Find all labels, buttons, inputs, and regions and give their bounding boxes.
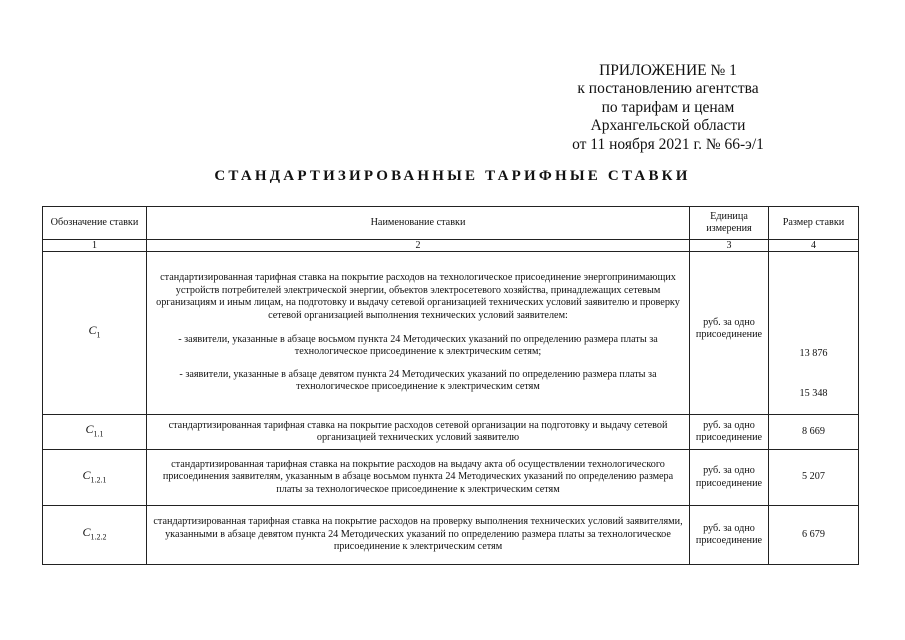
appendix-line: по тарифам и ценам	[601, 98, 735, 116]
column-number: 4	[769, 240, 859, 252]
rate-value: 15 348	[799, 388, 828, 399]
rate-value: 13 876	[799, 348, 828, 359]
appendix-line: Архангельской области	[590, 117, 746, 135]
rate-name-item: - заявители, указанные в абзаце восьмом пункта 24 Методических указаний по определению размера платы за технологическое присоединение к электрическим сетям;	[178, 334, 658, 358]
rate-name-item: - заявители, указанные в абзаце девятом пункта 24 Методических указаний по определению размера платы за технологическое присоединение к электрическим сетям	[179, 368, 657, 393]
rate-name: стандартизированная тарифная ставка на покрытие расходов на выдачу акта об осуществлении технологического присоединения заявителям, указанным в абзаце восьмом пункта 24 Методических указаний по определению размера платы за технологическое присоединение к электрическим сетям	[147, 450, 690, 506]
rate-unit: руб. за одно присоединение	[690, 506, 769, 565]
rate-symbol: $C_{1.2.1}$	[43, 450, 147, 506]
rate-value: 5 207	[769, 450, 859, 506]
rate-value: 8 669	[769, 415, 859, 450]
column-number: 3	[690, 240, 769, 252]
column-number-row	[43, 240, 859, 252]
table-row	[43, 506, 859, 565]
rate-unit: руб. за одно присоединение	[690, 415, 769, 450]
column-number: 1	[43, 240, 147, 252]
rate-value: 6 679	[769, 506, 859, 565]
table-row	[43, 450, 859, 506]
header-unit: Единица измерения	[690, 207, 769, 240]
table-row	[43, 415, 859, 450]
table-row	[43, 252, 859, 415]
rate-symbol: $C_{1.1}$	[43, 415, 147, 450]
document-title: СТАНДАРТИЗИРОВАННЫЕ ТАРИФНЫЕ СТАВКИ	[214, 168, 691, 184]
rate-name	[147, 252, 690, 415]
appendix-line: к постановлению агентства	[577, 80, 759, 98]
column-number: 2	[147, 240, 690, 252]
rate-symbol: $C_1$	[43, 252, 147, 415]
rate-name: стандартизированная тарифная ставка на покрытие расходов на проверку выполнения технических условий заявителями, указанными в абзаце девятом пункта 24 Методических указаний по определению размера платы за технологическое присоединение к электрическим сетям	[147, 506, 690, 565]
rate-name-intro: стандартизированная тарифная ставка на покрытие расходов на технологическое присоединение энергопринимающих устройств потребителей электрической энергии, объектов электросетевого хозяйства, принадлежащих сетевым организациям и иным лицам, на подготовку и выдачу сетевой организацией технических условий заявителю и проверку сетевой организацией выполнения технических условий заявителем:	[156, 272, 680, 321]
appendix-block	[548, 62, 788, 154]
header-row	[43, 207, 859, 240]
rate-symbol: $C_{1.2.2}$	[43, 506, 147, 565]
header-name: Наименование ставки	[147, 207, 690, 240]
appendix-line: от 11 ноября 2021 г. № 66-э/1	[572, 135, 764, 153]
rate-values	[769, 252, 859, 415]
rate-name: стандартизированная тарифная ставка на покрытие расходов сетевой организации на подготовку и выдачу сетевой организацией технических условий заявителю	[147, 415, 690, 450]
rate-unit: руб. за одно присоединение	[690, 252, 769, 415]
appendix-line: ПРИЛОЖЕНИЕ № 1	[599, 62, 737, 79]
rate-unit: руб. за одно присоединение	[690, 450, 769, 506]
tariff-table	[42, 206, 859, 565]
header-size: Размер ставки	[769, 207, 859, 240]
header-designation: Обозначение ставки	[43, 207, 147, 240]
